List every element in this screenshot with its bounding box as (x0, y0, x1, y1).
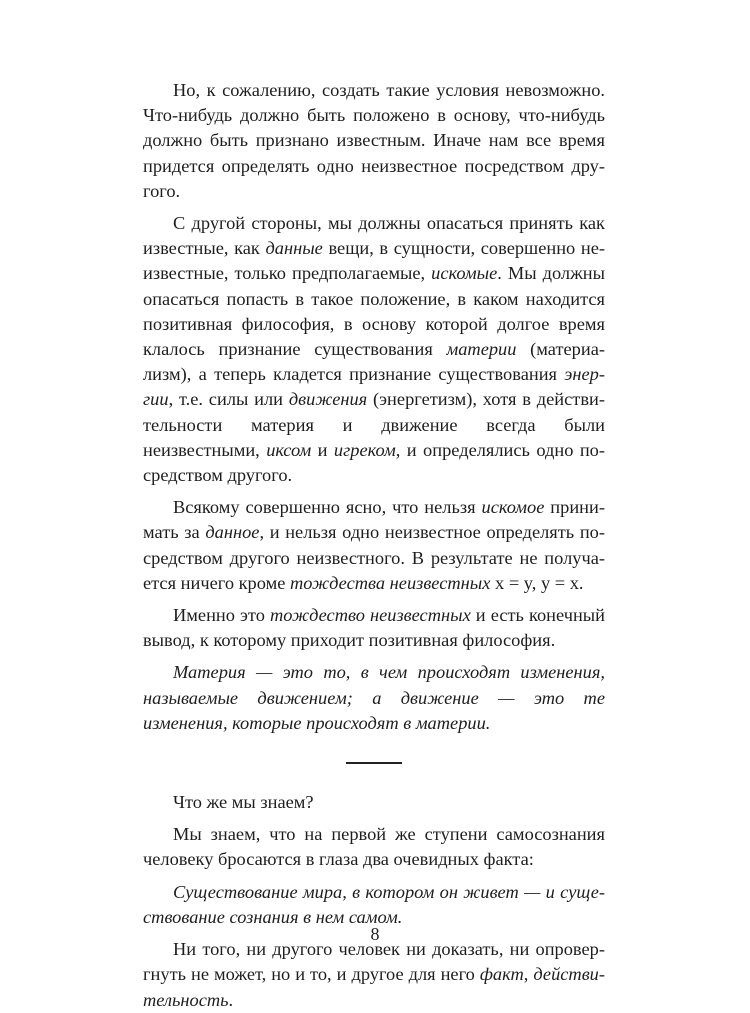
paragraph: Ни того, ни другого человек ни доказать, ни опровергнуть не может, но и то, и другое для него факт, действительность. (143, 939, 606, 1010)
paragraph: Но, к сожалению, создать такие условия невозможно. Что-нибудь должно быть положено в основу, что-нибудь должно быть признано известным. Иначе нам все время придется определять одно неизвестное посредством другого. (143, 80, 605, 201)
paragraph: С другой стороны, мы должны опасаться принять как известные, как данные вещи, в сущности, совершенно неизвестные, только предполагаемые, искомые. Мы должны опасаться попасть в такое положение, в каком находится позитивная философия, в основу которой долгое время клалось признание существования материи (материализм), а теперь кладется признание существования энергии, т.е. силы или движения (энергетизм), хотя в действительности материя и движение всегда были неизвестными, иксом и игреком, и определялись одно посредством другого. (143, 213, 606, 486)
paragraph: Мы знаем, что на первой же ступени самосознания человеку бросаются в глаза два очевидных факта: (143, 824, 605, 870)
paragraph: Именно это тождество неизвестных и есть конечный вывод, к которому приходит позитивная философия. (143, 605, 605, 651)
italic-paragraph: Существование мира, в котором он живет — и существование сознания в нем самом. (143, 881, 605, 927)
paragraph: Всякому совершенно ясно, что нельзя искомое принимать за данное, и нельзя одно неизвестное определять посредством другого неизвестного. В результате не получается ничего кроме тождества неизвестных x = y, y = x. (143, 497, 605, 593)
page-number: 8 (370, 924, 380, 944)
page-body (143, 78, 605, 1013)
paragraph: Что же мы знаем? (173, 792, 314, 813)
italic-paragraph: Материя — это то, в чем происходят изменения, называемые движением; а движение — это те изменения, которые происходят в материи. (143, 662, 605, 733)
section-divider (346, 762, 402, 764)
